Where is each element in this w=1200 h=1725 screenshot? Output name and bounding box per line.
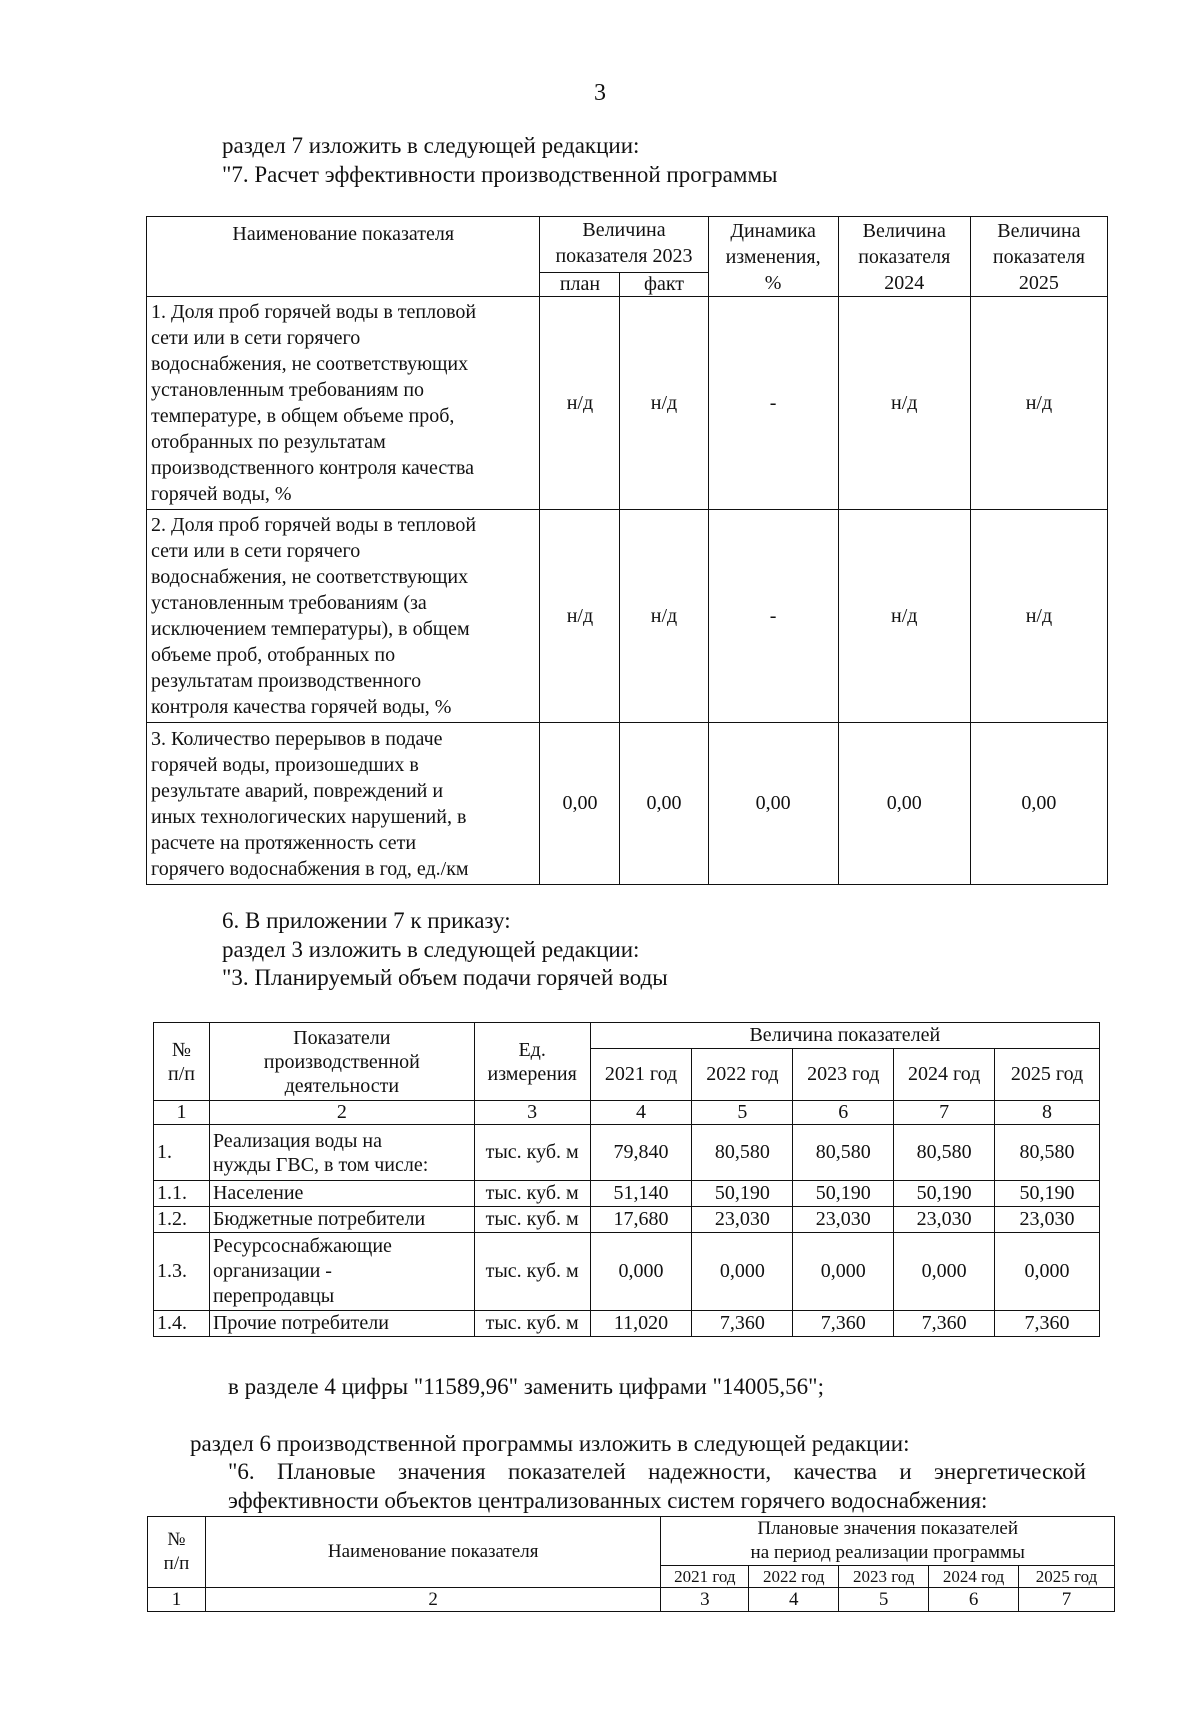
cell-2025: н/д bbox=[970, 510, 1107, 723]
row-name: Бюджетные потребители bbox=[209, 1207, 474, 1233]
col-number: 2 bbox=[209, 1101, 474, 1125]
cell-dynamics: 0,00 bbox=[708, 723, 838, 885]
water-supply-volume-table bbox=[153, 1022, 1100, 1337]
row-num: 1. bbox=[154, 1125, 210, 1181]
cell-value: 7,360 bbox=[692, 1311, 793, 1337]
header-year: 2021 год bbox=[590, 1049, 692, 1101]
column-number-row bbox=[154, 1101, 1100, 1125]
header-name: Наименование показателя bbox=[147, 217, 540, 297]
cell-2024: н/д bbox=[838, 510, 970, 723]
row-name: 3. Количество перерывов в подаче горячей воды, произошедших в результате аварий, повреждений и иных технологических нарушений, в расчете на протяженность сети горячего водоснабжения в год, ед./км bbox=[147, 723, 540, 885]
table-row bbox=[154, 1311, 1100, 1337]
cell-value: 50,190 bbox=[793, 1181, 894, 1207]
header-plan-values: Плановые значения показателей на период реализации программы bbox=[661, 1517, 1115, 1566]
table-header-row bbox=[154, 1023, 1100, 1049]
header-year: 2023 год bbox=[839, 1566, 929, 1588]
header-unit: Ед. измерения bbox=[474, 1023, 590, 1101]
cell-plan: н/д bbox=[540, 297, 620, 510]
row-unit: тыс. куб. м bbox=[474, 1207, 590, 1233]
cell-plan: 0,00 bbox=[540, 723, 620, 885]
col-number: 2 bbox=[205, 1588, 660, 1612]
cell-value: 23,030 bbox=[793, 1207, 894, 1233]
col-number: 4 bbox=[749, 1588, 839, 1612]
col-number: 3 bbox=[474, 1101, 590, 1125]
page-number: 3 bbox=[594, 80, 606, 106]
cell-value: 17,680 bbox=[590, 1207, 692, 1233]
cell-value: 23,030 bbox=[995, 1207, 1100, 1233]
row-num: 1.3. bbox=[154, 1233, 210, 1311]
header-indicators: Показатели производственной деятельности bbox=[209, 1023, 474, 1101]
header-dynamics: Динамика изменения, % bbox=[708, 217, 838, 297]
row-unit: тыс. куб. м bbox=[474, 1233, 590, 1311]
header-year: 2022 год bbox=[692, 1049, 793, 1101]
table-header-row bbox=[148, 1517, 1115, 1566]
cell-value: 79,840 bbox=[590, 1125, 692, 1181]
table-row bbox=[147, 510, 1108, 723]
intro-line-2: "7. Расчет эффективности производственной программы bbox=[222, 162, 778, 187]
cell-value: 0,000 bbox=[793, 1233, 894, 1311]
col-number: 6 bbox=[929, 1588, 1019, 1612]
header-value-2025: Величина показателя 2025 bbox=[970, 217, 1107, 297]
cell-value: 80,580 bbox=[894, 1125, 995, 1181]
cell-value: 50,190 bbox=[995, 1181, 1100, 1207]
intro-line-1: раздел 7 изложить в следующей редакции: bbox=[222, 133, 640, 158]
header-year: 2023 год bbox=[793, 1049, 894, 1101]
cell-value: 50,190 bbox=[894, 1181, 995, 1207]
header-plan: план bbox=[540, 273, 620, 297]
cell-fact: 0,00 bbox=[620, 723, 708, 885]
section6-line-3: "3. Планируемый объем подачи горячей воды bbox=[222, 965, 668, 990]
cell-value: 23,030 bbox=[692, 1207, 793, 1233]
section6b-line-1: раздел 6 производственной программы изложить в следующей редакции: bbox=[190, 1431, 910, 1456]
row-name: Население bbox=[209, 1181, 474, 1207]
row-name: Ресурсоснабжающие организации - перепродавцы bbox=[209, 1233, 474, 1311]
cell-plan: н/д bbox=[540, 510, 620, 723]
cell-value: 7,360 bbox=[894, 1311, 995, 1337]
row-name: Реализация воды на нужды ГВС, в том числе: bbox=[209, 1125, 474, 1181]
col-number: 1 bbox=[148, 1588, 206, 1612]
cell-fact: н/д bbox=[620, 510, 708, 723]
col-number: 7 bbox=[1019, 1588, 1115, 1612]
section6b-line-2: "6. Плановые значения показателей надежности, качества и энергетической bbox=[228, 1459, 1086, 1484]
section6-line-1: 6. В приложении 7 к приказу: bbox=[222, 908, 511, 933]
header-value-2024: Величина показателя 2024 bbox=[838, 217, 970, 297]
header-num: № п/п bbox=[148, 1517, 206, 1588]
column-number-row bbox=[148, 1588, 1115, 1612]
cell-2024: н/д bbox=[838, 297, 970, 510]
section6-line-2: раздел 3 изложить в следующей редакции: bbox=[222, 937, 640, 962]
col-number: 4 bbox=[590, 1101, 692, 1125]
col-number: 5 bbox=[839, 1588, 929, 1612]
col-number: 6 bbox=[793, 1101, 894, 1125]
header-year: 2024 год bbox=[929, 1566, 1019, 1588]
col-number: 5 bbox=[692, 1101, 793, 1125]
cell-2025: 0,00 bbox=[970, 723, 1107, 885]
cell-2025: н/д bbox=[970, 297, 1107, 510]
table-row bbox=[154, 1233, 1100, 1311]
cell-value: 80,580 bbox=[793, 1125, 894, 1181]
col-number: 7 bbox=[894, 1101, 995, 1125]
col-number: 3 bbox=[661, 1588, 749, 1612]
row-num: 1.2. bbox=[154, 1207, 210, 1233]
cell-value: 0,000 bbox=[590, 1233, 692, 1311]
header-name: Наименование показателя bbox=[205, 1517, 660, 1588]
cell-value: 7,360 bbox=[793, 1311, 894, 1337]
cell-dynamics: - bbox=[708, 297, 838, 510]
section6b-line-3: эффективности объектов централизованных систем горячего водоснабжения: bbox=[228, 1488, 988, 1513]
col-number: 1 bbox=[154, 1101, 210, 1125]
row-unit: тыс. куб. м bbox=[474, 1125, 590, 1181]
header-value-2023: Величина показателя 2023 bbox=[540, 217, 708, 273]
header-year: 2025 год bbox=[995, 1049, 1100, 1101]
table-row bbox=[154, 1207, 1100, 1233]
row-unit: тыс. куб. м bbox=[474, 1311, 590, 1337]
cell-value: 80,580 bbox=[692, 1125, 793, 1181]
table-header-row bbox=[147, 217, 1108, 273]
row-num: 1.4. bbox=[154, 1311, 210, 1337]
table-row bbox=[154, 1181, 1100, 1207]
row-num: 1.1. bbox=[154, 1181, 210, 1207]
row-name: 1. Доля проб горячей воды в тепловой сети или в сети горячего водоснабжения, не соответствующих установленным требованиям по температуре, в общем объеме проб, отобранных по результатам производственного контроля качества горячей воды, % bbox=[147, 297, 540, 510]
reliability-indicators-table bbox=[147, 1516, 1115, 1612]
cell-value: 51,140 bbox=[590, 1181, 692, 1207]
header-values-group: Величина показателей bbox=[590, 1023, 1099, 1049]
cell-value: 23,030 bbox=[894, 1207, 995, 1233]
table-row bbox=[147, 723, 1108, 885]
cell-value: 0,000 bbox=[894, 1233, 995, 1311]
row-name: 2. Доля проб горячей воды в тепловой сети или в сети горячего водоснабжения, не соответствующих установленным требованиям (за исключением температуры), в общем объеме проб, отобранных по результатам производственного контроля качества горячей воды, % bbox=[147, 510, 540, 723]
cell-value: 50,190 bbox=[692, 1181, 793, 1207]
cell-value: 0,000 bbox=[995, 1233, 1100, 1311]
cell-value: 0,000 bbox=[692, 1233, 793, 1311]
header-year: 2025 год bbox=[1019, 1566, 1115, 1588]
cell-2024: 0,00 bbox=[838, 723, 970, 885]
header-year: 2021 год bbox=[661, 1566, 749, 1588]
cell-dynamics: - bbox=[708, 510, 838, 723]
section4-text: в разделе 4 цифры "11589,96" заменить цифрами "14005,56"; bbox=[228, 1374, 824, 1399]
cell-value: 7,360 bbox=[995, 1311, 1100, 1337]
cell-value: 11,020 bbox=[590, 1311, 692, 1337]
col-number: 8 bbox=[995, 1101, 1100, 1125]
header-num: № п/п bbox=[154, 1023, 210, 1101]
header-year: 2022 год bbox=[749, 1566, 839, 1588]
row-unit: тыс. куб. м bbox=[474, 1181, 590, 1207]
cell-value: 80,580 bbox=[995, 1125, 1100, 1181]
header-fact: факт bbox=[620, 273, 708, 297]
row-name: Прочие потребители bbox=[209, 1311, 474, 1337]
table-row bbox=[147, 297, 1108, 510]
efficiency-table bbox=[146, 216, 1108, 885]
header-year: 2024 год bbox=[894, 1049, 995, 1101]
table-row bbox=[154, 1125, 1100, 1181]
cell-fact: н/д bbox=[620, 297, 708, 510]
